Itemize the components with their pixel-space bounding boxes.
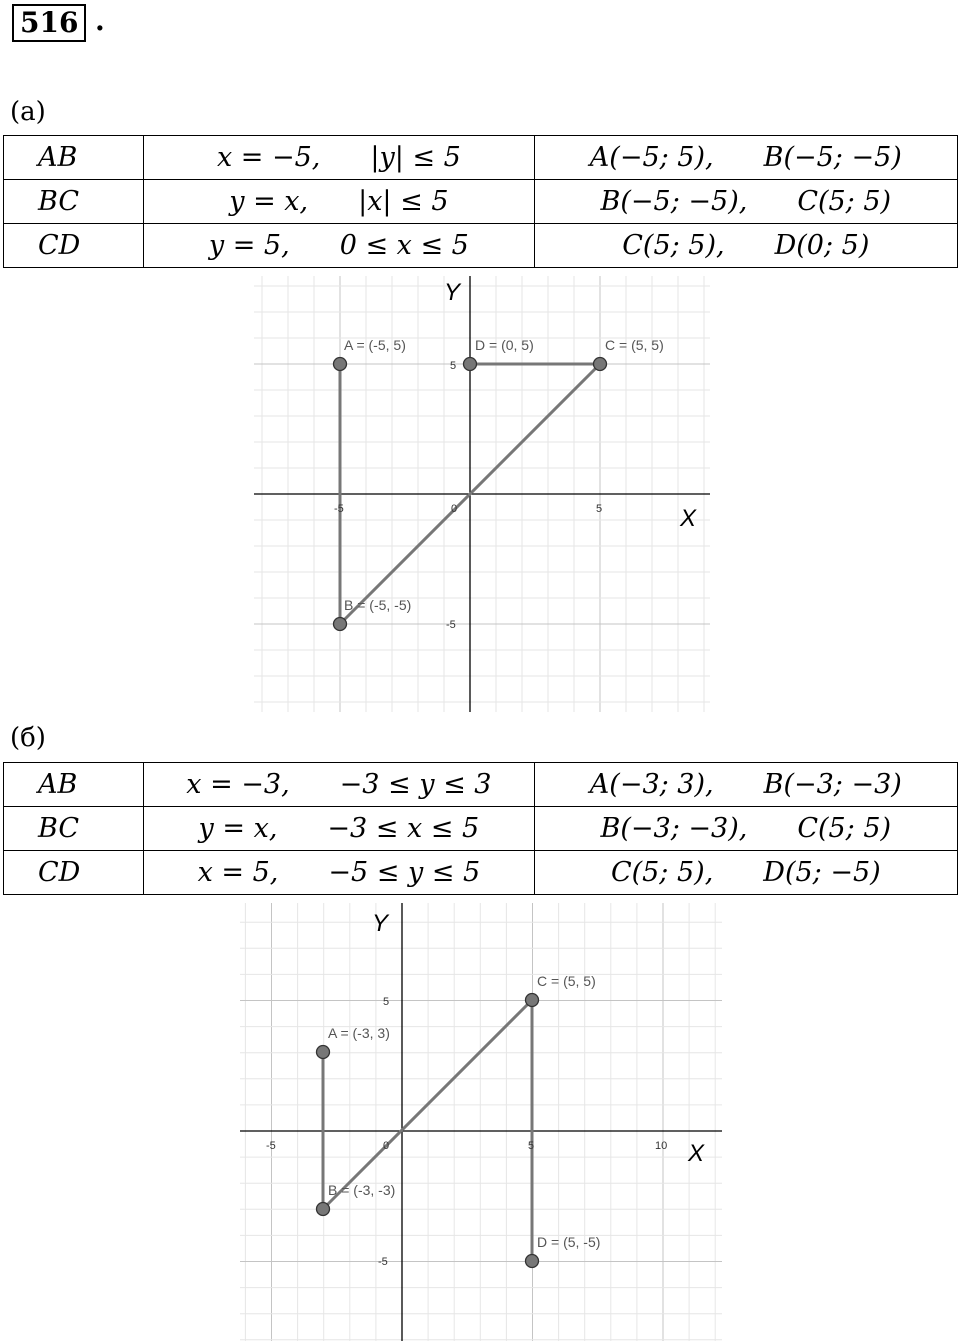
point-d xyxy=(464,358,477,371)
segment-name: CD xyxy=(4,851,144,895)
tick-x-neg: -5 xyxy=(334,503,344,515)
tick-origin: 0 xyxy=(383,1140,390,1152)
table-row xyxy=(4,136,958,180)
segment-endpoints: A(−5; 5), B(−5; −5) xyxy=(534,136,957,180)
point-c-label: C = (5, 5) xyxy=(605,337,664,353)
segment-equation: x = 5, −5 ≤ y ≤ 5 xyxy=(144,851,535,895)
tick-x-neg: -5 xyxy=(266,1140,276,1152)
part-a-graph xyxy=(254,276,710,712)
segment-name: AB xyxy=(4,763,144,807)
segment-endpoints: B(−5; −5), C(5; 5) xyxy=(534,180,957,224)
point-b-label: B = (-5, -5) xyxy=(344,597,412,613)
point-d-label: D = (0, 5) xyxy=(475,337,534,353)
point-b xyxy=(334,618,347,631)
segment-equation: y = x, −3 ≤ x ≤ 5 xyxy=(144,807,535,851)
tick-y-pos: 5 xyxy=(383,996,390,1008)
point-a xyxy=(334,358,347,371)
segment-endpoints: C(5; 5), D(0; 5) xyxy=(534,224,957,268)
table-row xyxy=(4,763,958,807)
part-b-label: (б) xyxy=(10,723,46,753)
part-a-label: (а) xyxy=(10,97,46,127)
tick-y-pos: 5 xyxy=(450,360,457,372)
tick-x-pos: 5 xyxy=(596,503,603,515)
segment-equation: y = x, |x| ≤ 5 xyxy=(144,180,535,224)
tick-y-neg: -5 xyxy=(378,1256,388,1268)
point-a-label: A = (-5, 5) xyxy=(344,337,406,353)
tick-x-pos: 5 xyxy=(528,1140,535,1152)
point-a xyxy=(317,1046,330,1059)
point-b-label: B = (-3, -3) xyxy=(328,1182,396,1198)
point-a-label: A = (-3, 3) xyxy=(328,1025,390,1041)
x-axis-label: X xyxy=(688,1140,705,1167)
point-c-label: C = (5, 5) xyxy=(537,973,596,989)
segment-equation: y = 5, 0 ≤ x ≤ 5 xyxy=(144,224,535,268)
point-d-label: D = (5, -5) xyxy=(537,1234,601,1250)
segment-name: AB xyxy=(4,136,144,180)
point-b xyxy=(317,1203,330,1216)
part-a-table xyxy=(3,135,958,268)
point-c xyxy=(526,994,539,1007)
segment-name: BC xyxy=(4,807,144,851)
x-axis-label: X xyxy=(680,505,697,532)
problem-number: 516 xyxy=(12,4,86,42)
point-c xyxy=(594,358,607,371)
segment-equation: x = −5, |y| ≤ 5 xyxy=(144,136,535,180)
tick-origin: 0 xyxy=(451,503,458,515)
grid xyxy=(240,903,722,1341)
segment-name: CD xyxy=(4,224,144,268)
part-b-table xyxy=(3,762,958,895)
table-row xyxy=(4,224,958,268)
y-axis-label: Y xyxy=(444,279,461,306)
segment-endpoints: B(−3; −3), C(5; 5) xyxy=(534,807,957,851)
segment-endpoints: A(−3; 3), B(−3; −3) xyxy=(534,763,957,807)
segment-name: BC xyxy=(4,180,144,224)
problem-number-dot: . xyxy=(95,4,105,37)
segment-equation: x = −3, −3 ≤ y ≤ 3 xyxy=(144,763,535,807)
y-axis-label: Y xyxy=(372,910,389,937)
part-b-graph xyxy=(240,903,722,1341)
tick-x-pos2: 10 xyxy=(655,1140,668,1152)
tick-y-neg: -5 xyxy=(446,619,456,631)
table-row xyxy=(4,180,958,224)
table-row xyxy=(4,851,958,895)
table-row xyxy=(4,807,958,851)
segment-endpoints: C(5; 5), D(5; −5) xyxy=(534,851,957,895)
point-d xyxy=(526,1255,539,1268)
